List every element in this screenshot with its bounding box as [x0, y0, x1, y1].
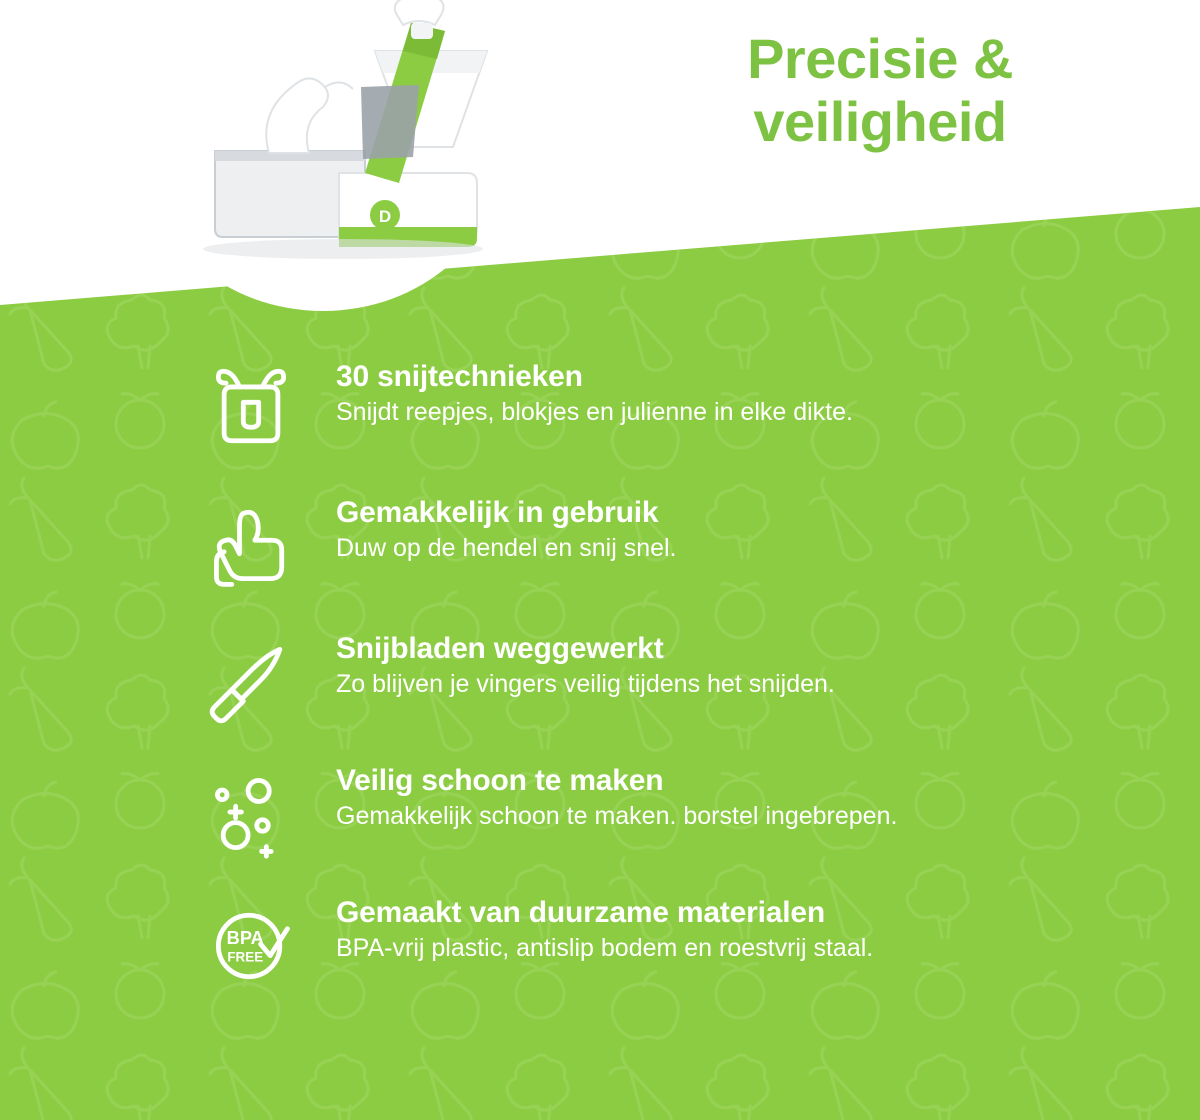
feature-description: BPA-vrij plastic, antislip bodem en roestvrij staal.: [336, 934, 874, 962]
bpa-free-icon: [196, 894, 306, 998]
feature-text: [336, 888, 873, 963]
knife-icon: [196, 630, 306, 734]
list-item: [0, 488, 1200, 608]
product-image: [143, 0, 503, 311]
feature-title: Veilig schoon te maken: [336, 764, 664, 797]
title-line-2: veiligheid: [753, 89, 1007, 153]
feature-text: [336, 756, 897, 831]
feature-description: Gemakkelijk schoon te maken. borstel ingebrepen.: [336, 802, 898, 830]
feature-text: [336, 352, 853, 427]
list-item: [0, 756, 1200, 876]
grater-icon: [196, 358, 306, 462]
title-line-1: Precisie &: [747, 27, 1013, 90]
feature-list: [0, 352, 1200, 1008]
feature-text: [336, 624, 835, 699]
feature-text: [336, 488, 677, 563]
feature-description: Snijdt reepjes, blokjes en julienne in elke dikte.: [336, 398, 853, 426]
hand-press-icon: [196, 494, 306, 598]
list-item: [0, 624, 1200, 744]
feature-title: 30 snijtechnieken: [336, 360, 583, 393]
svg-text:BPA: BPA: [226, 927, 264, 949]
feature-title: Snijbladen weggewerkt: [336, 632, 664, 665]
list-item: [0, 352, 1200, 472]
svg-text:D: D: [378, 207, 392, 226]
feature-title: Gemakkelijk in gebruik: [336, 496, 659, 529]
bubbles-clean-icon: [196, 762, 306, 866]
feature-description: Duw op de hendel en snij snel.: [336, 534, 677, 562]
page-title: [600, 28, 1160, 153]
svg-text:FREE: FREE: [227, 949, 264, 965]
feature-description: Zo blijven je vingers veilig tijdens het snijden.: [336, 670, 835, 698]
list-item: [0, 888, 1200, 1008]
feature-title: Gemaakt van duurzame materialen: [336, 896, 826, 929]
